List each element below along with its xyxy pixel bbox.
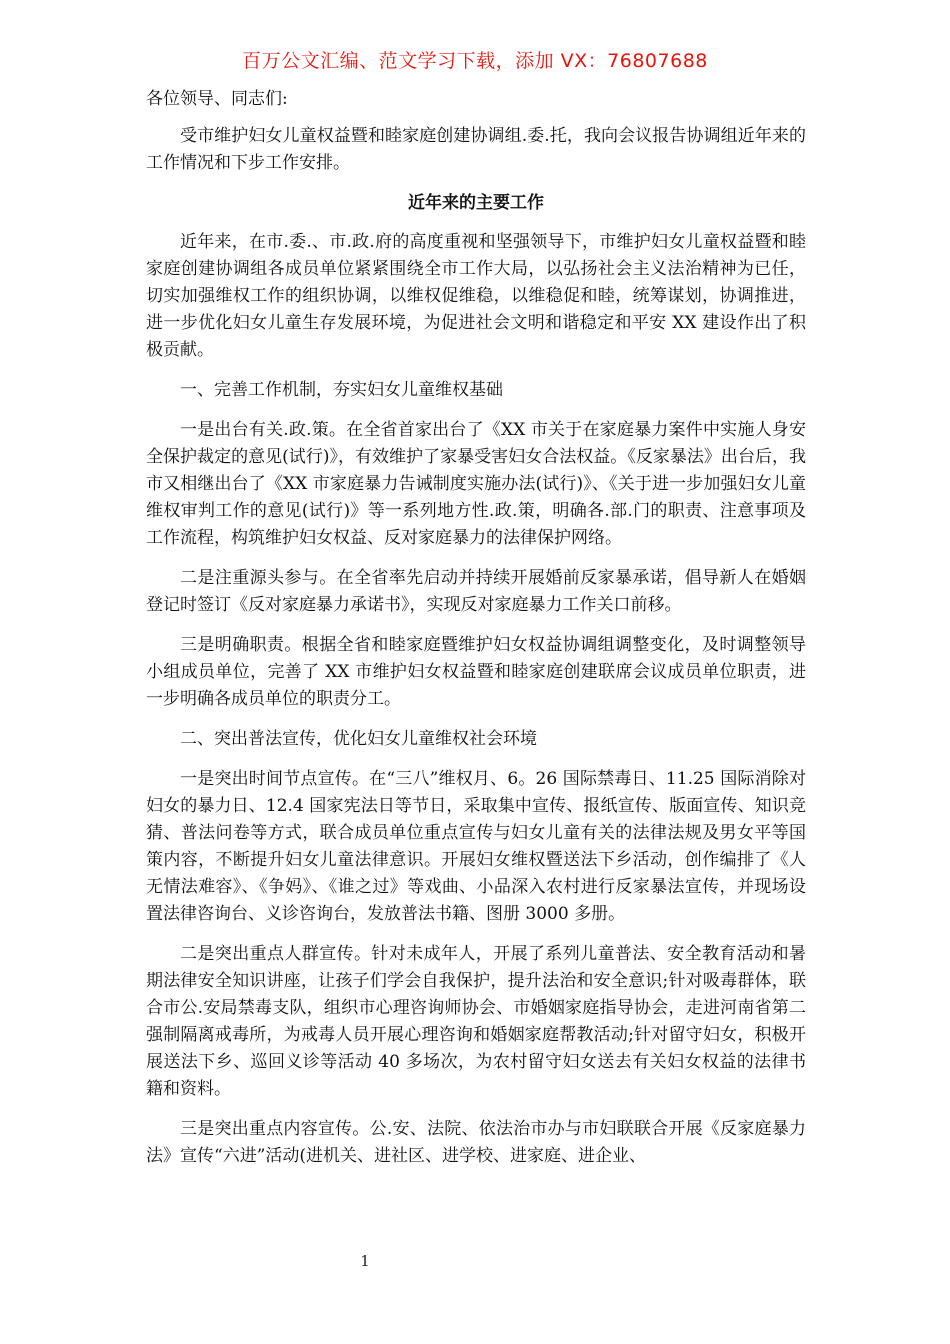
body-paragraph: 近年来，在市.委.、市.政.府的高度重视和坚强领导下，市维护妇女儿童权益暨和睦家庭创建协调组各成员单位紧紧围绕全市工作大局，以弘扬社会主义法治精神为已任，切实加强维权工作的组织协调，以维权促维稳，以维稳促和睦，统筹谋划，协调推进，进一步优化妇女儿童生存发展环境，为促进社会文明和谐稳定和平安 XX 建设作出了积极贡献。: [146, 232, 806, 360]
promo-banner: 百万公文汇编、范文学习下载，添加 VX：76807688: [242, 50, 708, 72]
subsection-heading: 一、完善工作机制，夯实妇女儿童维权基础: [180, 380, 503, 400]
intro-paragraph: 受市维护妇女儿童权益暨和睦家庭创建协调组.委.托，我向会议报告协调组近年来的工作情况和下步工作安排。: [146, 126, 806, 173]
subsection-heading: 二、突出普法宣传，优化妇女儿童维权社会环境: [180, 729, 537, 749]
body-paragraph: 三是突出重点内容宣传。公.安、法院、依法治市办与市妇联联合开展《反家庭暴力法》宣传“六进”活动(进机关、进社区、进学校、进家庭、进企业、: [146, 1119, 806, 1166]
salutation: 各位领导、同志们:: [146, 89, 288, 109]
body-paragraph: 一是突出时间节点宣传。在“三八”维权月、6。26 国际禁毒日、11.25 国际消除对妇女的暴力日、12.4 国家宪法日等节日，采取集中宣传、报纸宣传、版面宣传、知识竞猜、普法问卷等方式，联合成员单位重点宣传与妇女儿童有关的法律法规及男女平等国策内容，不断提升妇女儿童法律意识。开展妇女维权暨送法下乡活动，创作编排了《人无情法难容》、《争妈》、《谁之过》等戏曲、小品深入农村进行反家暴法宣传，并现场设置法律咨询台、义诊咨询台，发放普法书籍、图册 3000 多册。: [146, 769, 806, 924]
page-number: 1: [360, 1252, 370, 1270]
section-title: 近年来的主要工作: [408, 193, 544, 213]
document-body: [146, 86, 806, 1183]
body-paragraph: 一是出台有关.政.策。在全省首家出台了《XX 市关于在家庭暴力案件中实施人身安全保护裁定的意见(试行)》，有效维护了家暴受害妇女合法权益。《反家暴法》出台后，我市又相继出台了《XX 市家庭暴力告诫制度实施办法(试行)》、《关于进一步加强妇女儿童维权审判工作的意见(试行)》等一系列地方性.政.策，明确各.部.门的职责、注意事项及工作流程，构筑维护妇女权益、反对家庭暴力的法律保护网络。: [146, 420, 806, 548]
body-paragraph: 三是明确职责。根据全省和睦家庭暨维护妇女权益协调组调整变化，及时调整领导小组成员单位，完善了 XX 市维护妇女权益暨和睦家庭创建联席会议成员单位职责，进一步明确各成员单位的职责分工。: [146, 635, 806, 709]
body-paragraph: 二是注重源头参与。在全省率先启动并持续开展婚前反家暴承诺，倡导新人在婚姻登记时签订《反对家庭暴力承诺书》，实现反对家庭暴力工作关口前移。: [146, 568, 806, 615]
body-paragraph: 二是突出重点人群宣传。针对未成年人，开展了系列儿童普法、安全教育活动和暑期法律安全知识讲座，让孩子们学会自我保护，提升法治和安全意识;针对吸毒群体，联合市公.安局禁毒支队，组织市心理咨询师协会、市婚姻家庭指导协会，走进河南省第二强制隔离戒毒所，为戒毒人员开展心理咨询和婚姻家庭帮教活动;针对留守妇女，积极开展送法下乡、巡回义诊等活动 40 多场次，为农村留守妇女送去有关妇女权益的法律书籍和资料。: [146, 944, 806, 1099]
